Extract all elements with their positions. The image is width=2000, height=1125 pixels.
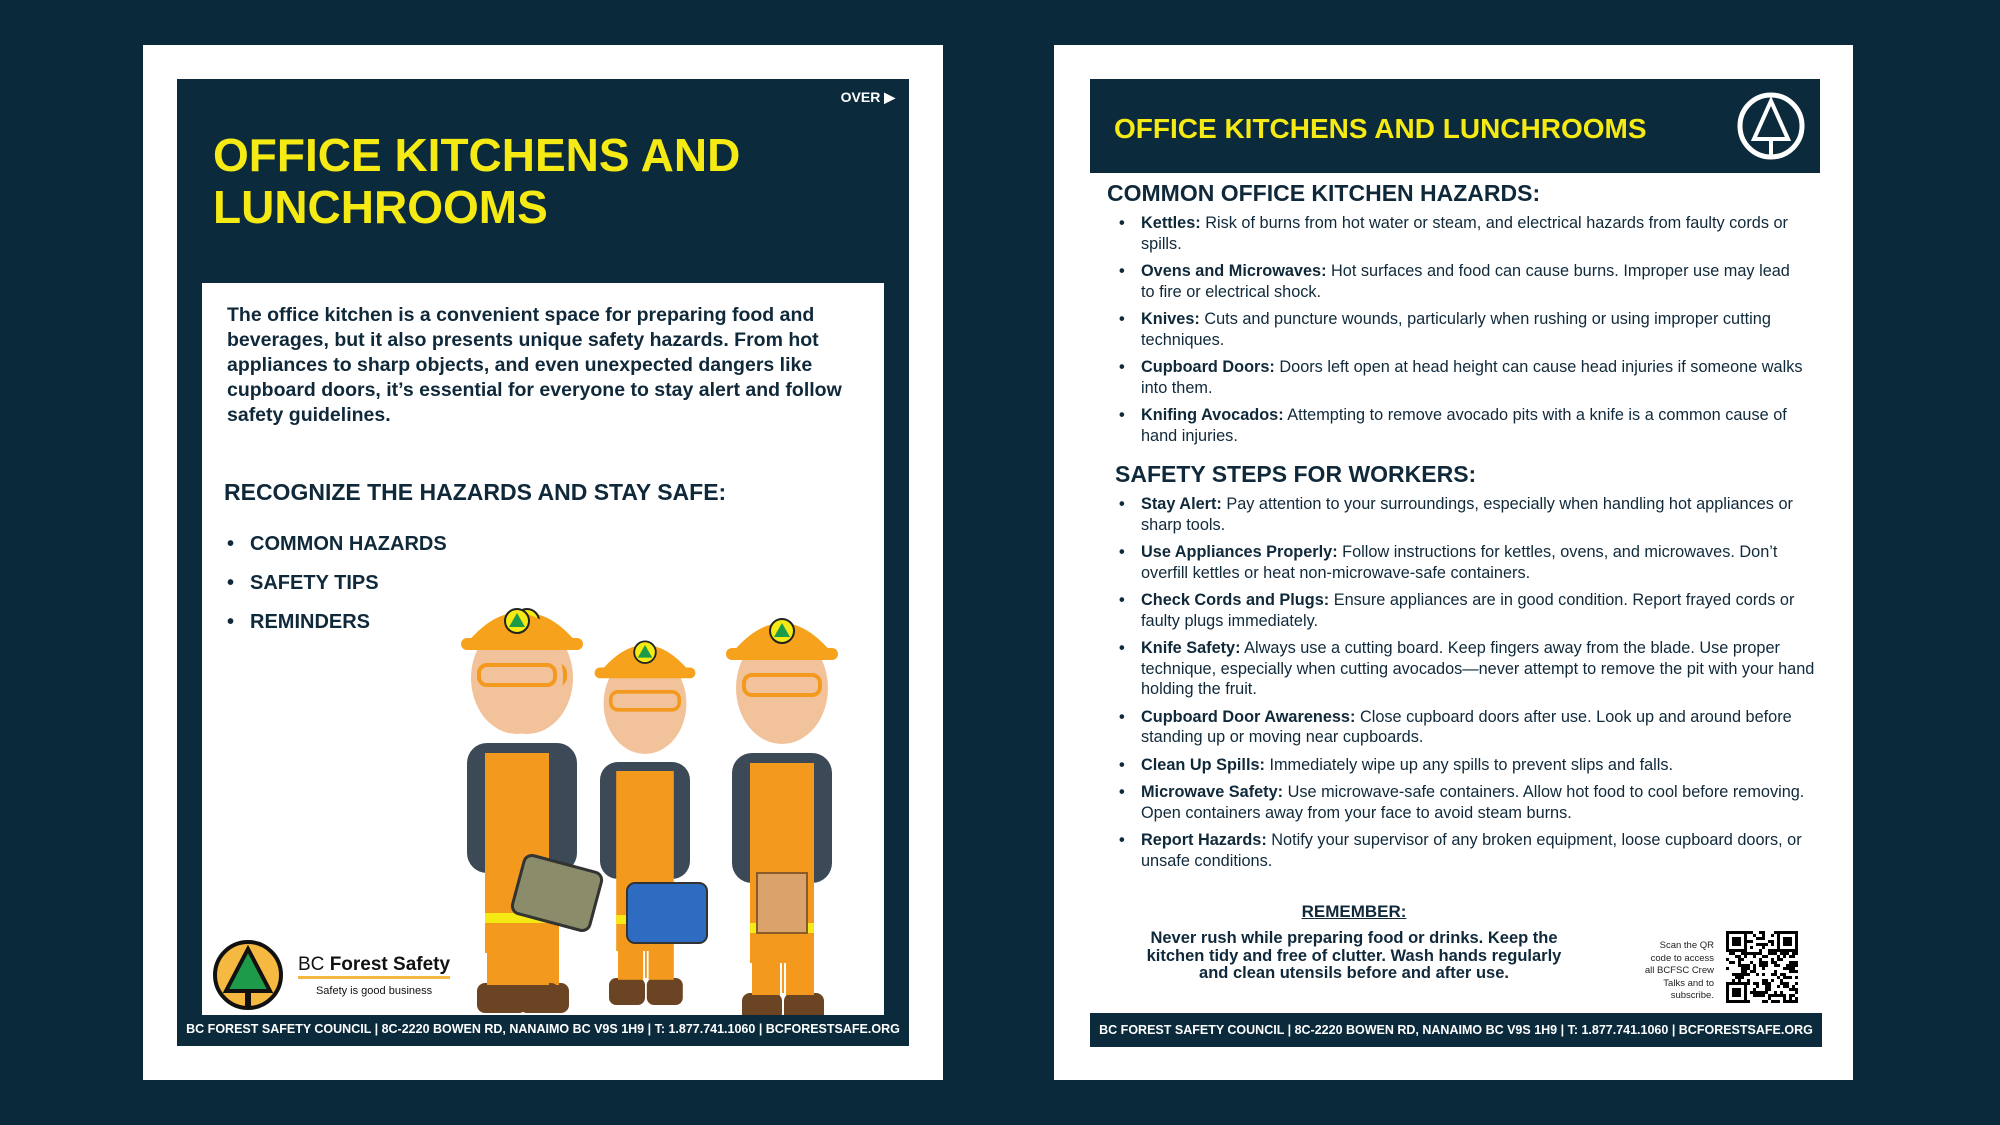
item-text: Notify your supervisor of any broken equipment, loose cupboard doors, or unsafe conditions. xyxy=(1141,831,1802,870)
list-item xyxy=(1119,755,1815,776)
list-item xyxy=(1119,261,1807,302)
front-title: OFFICE KITCHENS AND LUNCHROOMS xyxy=(213,129,741,233)
tree-logo-icon xyxy=(212,939,284,1011)
item-term: Kettles: xyxy=(1141,214,1201,232)
item-term: Cupboard Door Awareness: xyxy=(1141,707,1356,726)
bc-forest-safety-logo xyxy=(212,939,450,1011)
steps-heading: SAFETY STEPS FOR WORKERS: xyxy=(1115,461,1477,487)
item-term: Microwave Safety: xyxy=(1141,783,1284,801)
item-text: Attempting to remove avocado pits with a knife is a common cause of hand injuries. xyxy=(1141,406,1787,445)
logo-tagline: Safety is good business xyxy=(298,976,450,997)
item-text: Risk of burns from hot water or steam, and electrical hazards from faulty cords or spills. xyxy=(1141,214,1788,253)
item-text: Doors left open at head height can cause head injuries if someone walks into them. xyxy=(1141,358,1803,397)
item-term: Cupboard Doors: xyxy=(1141,358,1275,376)
item-text: Always use a cutting board. Keep fingers away from the blade. Use proper technique, especially when cutting avocados—never attempt to remove the pit with your hand holding the fruit. xyxy=(1141,639,1815,698)
front-content-box xyxy=(202,283,884,1015)
item-term: Knives: xyxy=(1141,310,1200,328)
qr-caption: Scan the QR code to access all BCFSC Crew Talks and to subscribe. xyxy=(1644,940,1714,1001)
hazards-section xyxy=(1107,180,1807,453)
list-item xyxy=(1119,542,1815,583)
item-term: Check Cords and Plugs: xyxy=(1141,591,1330,609)
item-text: Pay attention to your surroundings, especially when handling hot appliances or sharp tools. xyxy=(1141,495,1793,534)
logo-name-bold: Forest Safety xyxy=(329,953,451,975)
item-text: Cuts and puncture wounds, particularly when rushing or using improper cutting techniques. xyxy=(1141,310,1771,349)
hazards-heading: RECOGNIZE THE HAZARDS AND STAY SAFE: xyxy=(224,479,727,505)
item-text: Immediately wipe up any spills to prevent slips and falls. xyxy=(1264,755,1674,774)
intro-text: The office kitchen is a convenient space for preparing food and beverages, but it also presents unique safety hazards. From hot appliances to sharp objects, and even unexpected dangers like cupboard doors, it’s essential for everyone to stay alert and follow safety guidelines. xyxy=(227,304,842,426)
list-item xyxy=(1119,494,1815,535)
back-header xyxy=(1090,79,1820,173)
back-title: OFFICE KITCHENS AND LUNCHROOMS xyxy=(1114,113,1647,144)
list-item xyxy=(1119,405,1807,446)
workers-illustration xyxy=(457,583,884,1015)
item-text: Follow instructions for kettles, ovens, and microwaves. Don’t overfill kettles or heat non-microwave-safe containers. xyxy=(1141,543,1778,582)
list-item xyxy=(1119,638,1815,700)
list-item xyxy=(1119,213,1807,254)
item-term: Report Hazards: xyxy=(1141,831,1267,849)
list-item xyxy=(1119,309,1807,350)
topic-item: • COMMON HAZARDS xyxy=(227,533,447,572)
hazards-heading: COMMON OFFICE KITCHEN HAZARDS: xyxy=(1107,180,1541,206)
over-label: OVER ▶ xyxy=(840,89,895,105)
item-term: Use Appliances Properly: xyxy=(1141,543,1338,561)
front-panel xyxy=(177,79,909,1046)
item-text: Close cupboard doors after use. Look up and around before standing up or moving near cupboards. xyxy=(1141,707,1792,746)
list-item xyxy=(1119,590,1815,631)
poster-front xyxy=(143,45,943,1080)
back-footer: BC FOREST SAFETY COUNCIL | 8C-2220 BOWEN RD, NANAIMO BC V9S 1H9 | T: 1.877.741.1060 | BCFORESTSAFE.ORG xyxy=(1090,1013,1822,1047)
item-term: Clean Up Spills: xyxy=(1141,755,1265,774)
steps-section xyxy=(1115,461,1815,878)
tree-emblem-icon xyxy=(1736,91,1806,161)
list-item xyxy=(1119,782,1815,823)
remember-box xyxy=(1144,902,1564,983)
front-footer: BC FOREST SAFETY COUNCIL | 8C-2220 BOWEN RD, NANAIMO BC V9S 1H9 | T: 1.877.741.1060 | BCFORESTSAFE.ORG xyxy=(186,1022,900,1036)
topic-item: • REMINDERS xyxy=(227,611,447,650)
item-term: Stay Alert: xyxy=(1141,495,1222,513)
remember-text: Never rush while preparing food or drinks. Keep the kitchen tidy and free of clutter. Wash hands regularly and clean utensils before and after use. xyxy=(1146,929,1562,982)
logo-name-prefix: BC xyxy=(298,953,330,975)
item-text: Use microwave-safe containers. Allow hot food to cool before removing. Open containers away from your face to avoid steam burns. xyxy=(1141,783,1805,822)
list-item xyxy=(1119,707,1815,748)
topic-item: • SAFETY TIPS xyxy=(227,572,447,611)
item-text: Hot surfaces and food can cause burns. Improper use may lead to fire or electrical shock. xyxy=(1141,262,1790,301)
topic-list xyxy=(227,533,447,650)
item-term: Knife Safety: xyxy=(1141,639,1241,657)
remember-heading: REMEMBER: xyxy=(1301,902,1407,921)
poster-back xyxy=(1054,45,1853,1080)
list-item xyxy=(1119,830,1815,871)
list-item xyxy=(1119,357,1807,398)
qr-code[interactable] xyxy=(1726,931,1798,1003)
item-term: Ovens and Microwaves: xyxy=(1141,262,1327,280)
item-text: Ensure appliances are in good condition. Report frayed cords or faulty plugs immediately. xyxy=(1141,591,1795,630)
item-term: Knifing Avocados: xyxy=(1141,406,1284,424)
